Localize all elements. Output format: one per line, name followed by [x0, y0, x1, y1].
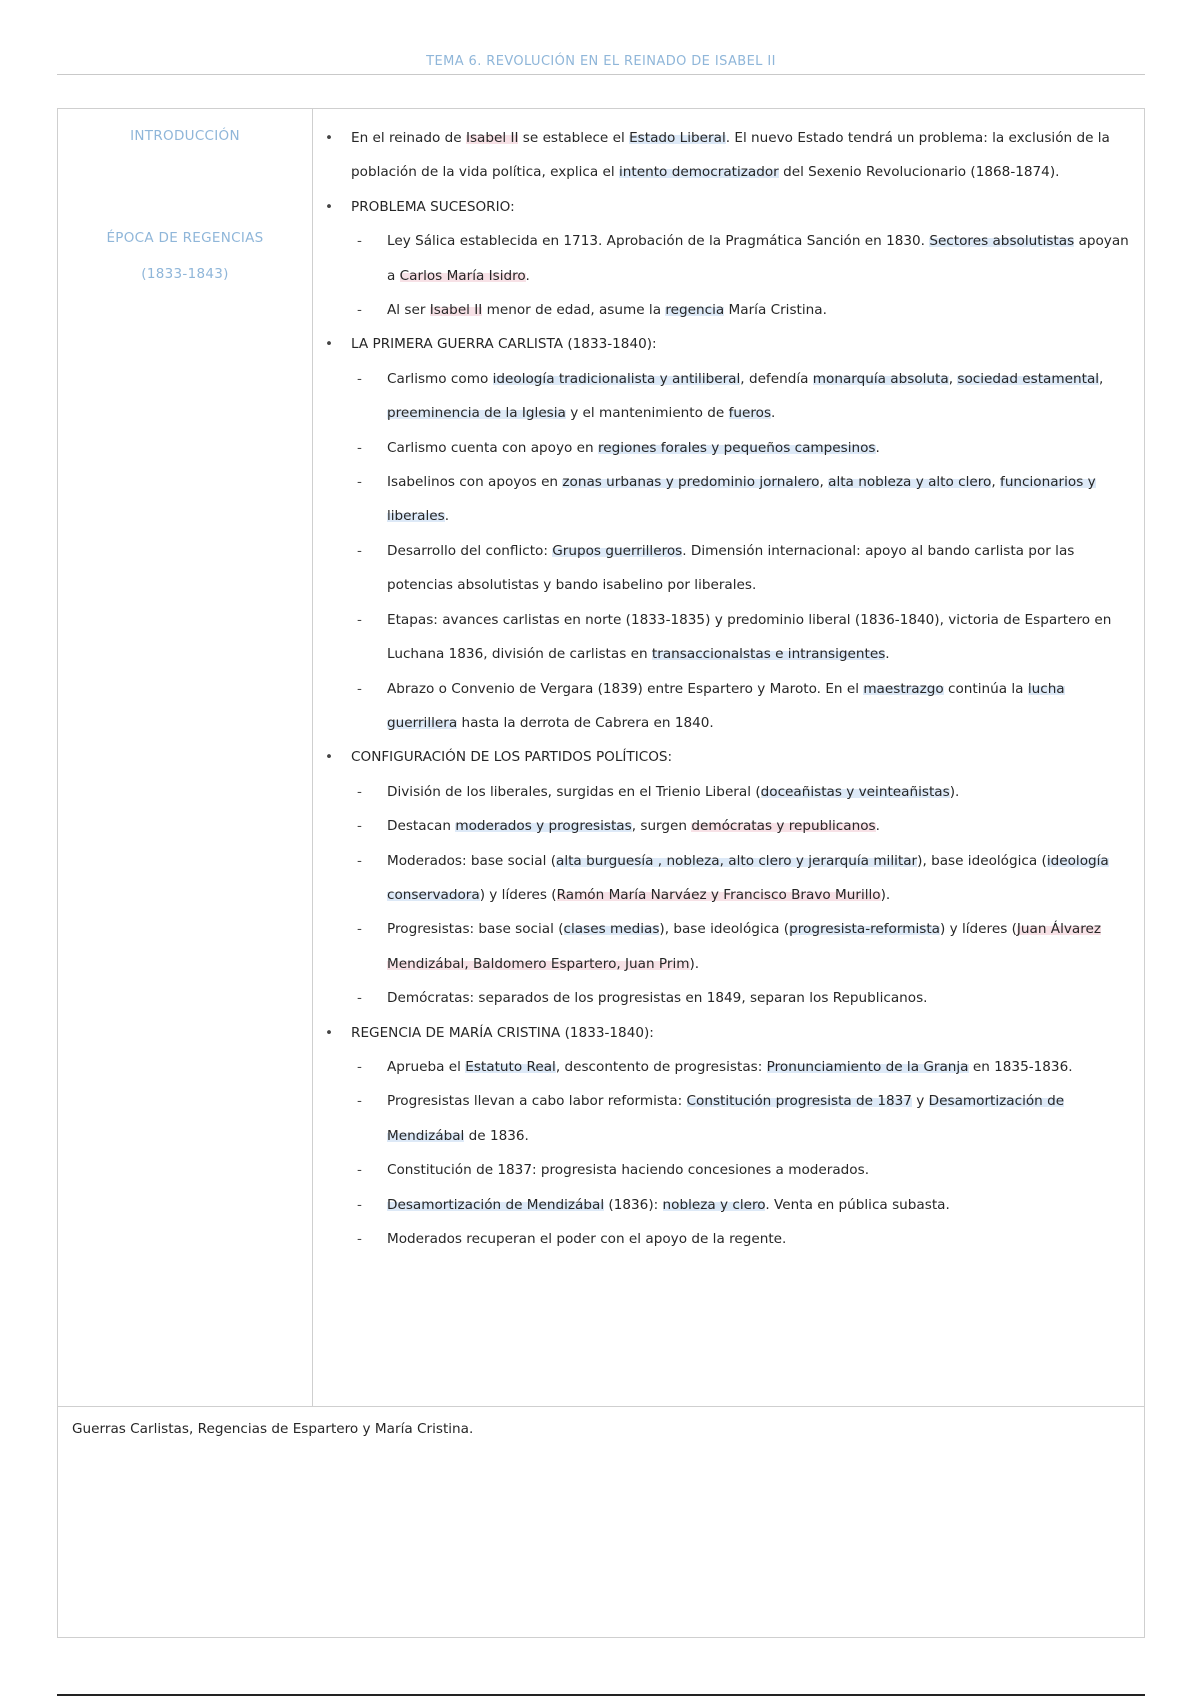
- summary-divider: [57, 1406, 1145, 1407]
- list-item: - Carlismo como ideología tradicionalista y antiliberal, defendía monarquía absoluta, sociedad estamental, preeminencia de la Iglesia y el mantenimiento de fueros.: [325, 362, 1135, 431]
- summary-text: Guerras Carlistas, Regencias de Espartero y María Cristina.: [72, 1421, 474, 1437]
- list-item: - Moderados: base social (alta burguesía , nobleza, alto clero y jerarquía militar), base ideológica (ideología conservadora) y líderes (Ramón María Narváez y Francisco Bravo Murillo).: [325, 844, 1135, 913]
- page-header-title: TEMA 6. REVOLUCIÓN EN EL REINADO DE ISABEL II: [426, 54, 776, 69]
- footer-divider: [57, 1694, 1145, 1696]
- list-item: - Al ser Isabel II menor de edad, asume la regencia María Cristina.: [325, 293, 1135, 327]
- list-item: - Constitución de 1837: progresista haciendo concesiones a moderados.: [325, 1153, 1135, 1187]
- list-item: - Aprueba el Estatuto Real, descontento de progresistas: Pronunciamiento de la Granja en 1835-1836.: [325, 1050, 1135, 1084]
- list-item: - Desamortización de Mendizábal (1836): nobleza y clero. Venta en pública subasta.: [325, 1188, 1135, 1222]
- list-item: - División de los liberales, surgidas en el Trienio Liberal (doceañistas y veinteañistas).: [325, 775, 1135, 809]
- sidebar-label-regencias-years: (1833-1843): [141, 266, 229, 282]
- section-title: • PROBLEMA SUCESORIO:: [325, 190, 1135, 224]
- sidebar-label-introduccion: INTRODUCCIÓN: [130, 128, 240, 144]
- list-item: - Moderados recuperan el poder con el apoyo de la regente.: [325, 1222, 1135, 1256]
- header-divider: [57, 74, 1145, 75]
- list-item: - Etapas: avances carlistas en norte (1833-1835) y predominio liberal (1836-1840), victoria de Espartero en Luchana 1836, división de carlistas en transaccionalstas e intransigentes.: [325, 603, 1135, 672]
- list-item: - Progresistas llevan a cabo labor reformista: Constitución progresista de 1837 y Desamortización de Mendizábal de 1836.: [325, 1084, 1135, 1153]
- section-title: • CONFIGURACIÓN DE LOS PARTIDOS POLÍTICOS:: [325, 740, 1135, 774]
- list-item: - Demócratas: separados de los progresistas en 1849, separan los Republicanos.: [325, 981, 1135, 1015]
- section-title: • REGENCIA DE MARÍA CRISTINA (1833-1840):: [325, 1016, 1135, 1050]
- list-item: - Desarrollo del conflicto: Grupos guerrilleros. Dimensión internacional: apoyo al bando carlista por las potencias absolutistas y bando isabelino por liberales.: [325, 534, 1135, 603]
- sidebar-label-regencias: ÉPOCA DE REGENCIAS: [106, 230, 264, 246]
- list-item: - Destacan moderados y progresistas, surgen demócratas y republicanos.: [325, 809, 1135, 843]
- section-title: • LA PRIMERA GUERRA CARLISTA (1833-1840):: [325, 327, 1135, 361]
- list-item: - Carlismo cuenta con apoyo en regiones forales y pequeños campesinos.: [325, 431, 1135, 465]
- column-divider: [312, 108, 313, 1406]
- notes-content: [325, 121, 1135, 1256]
- intro-bullet: • En el reinado de Isabel II se establece el Estado Liberal. El nuevo Estado tendrá un problema: la exclusión de la población de la vida política, explica el intento democratizador del Sexenio Revolucionario (1868-1874).: [325, 121, 1135, 190]
- list-item: - Isabelinos con apoyos en zonas urbanas y predominio jornalero, alta nobleza y alto clero, funcionarios y liberales.: [325, 465, 1135, 534]
- list-item: - Abrazo o Convenio de Vergara (1839) entre Espartero y Maroto. En el maestrazgo continúa la lucha guerrillera hasta la derrota de Cabrera en 1840.: [325, 672, 1135, 741]
- list-item: - Progresistas: base social (clases medias), base ideológica (progresista-reformista) y líderes (Juan Álvarez Mendizábal, Baldomero Espartero, Juan Prim).: [325, 912, 1135, 981]
- list-item: - Ley Sálica establecida en 1713. Aprobación de la Pragmática Sanción en 1830. Sectores absolutistas apoyan a Carlos María Isidro.: [325, 224, 1135, 293]
